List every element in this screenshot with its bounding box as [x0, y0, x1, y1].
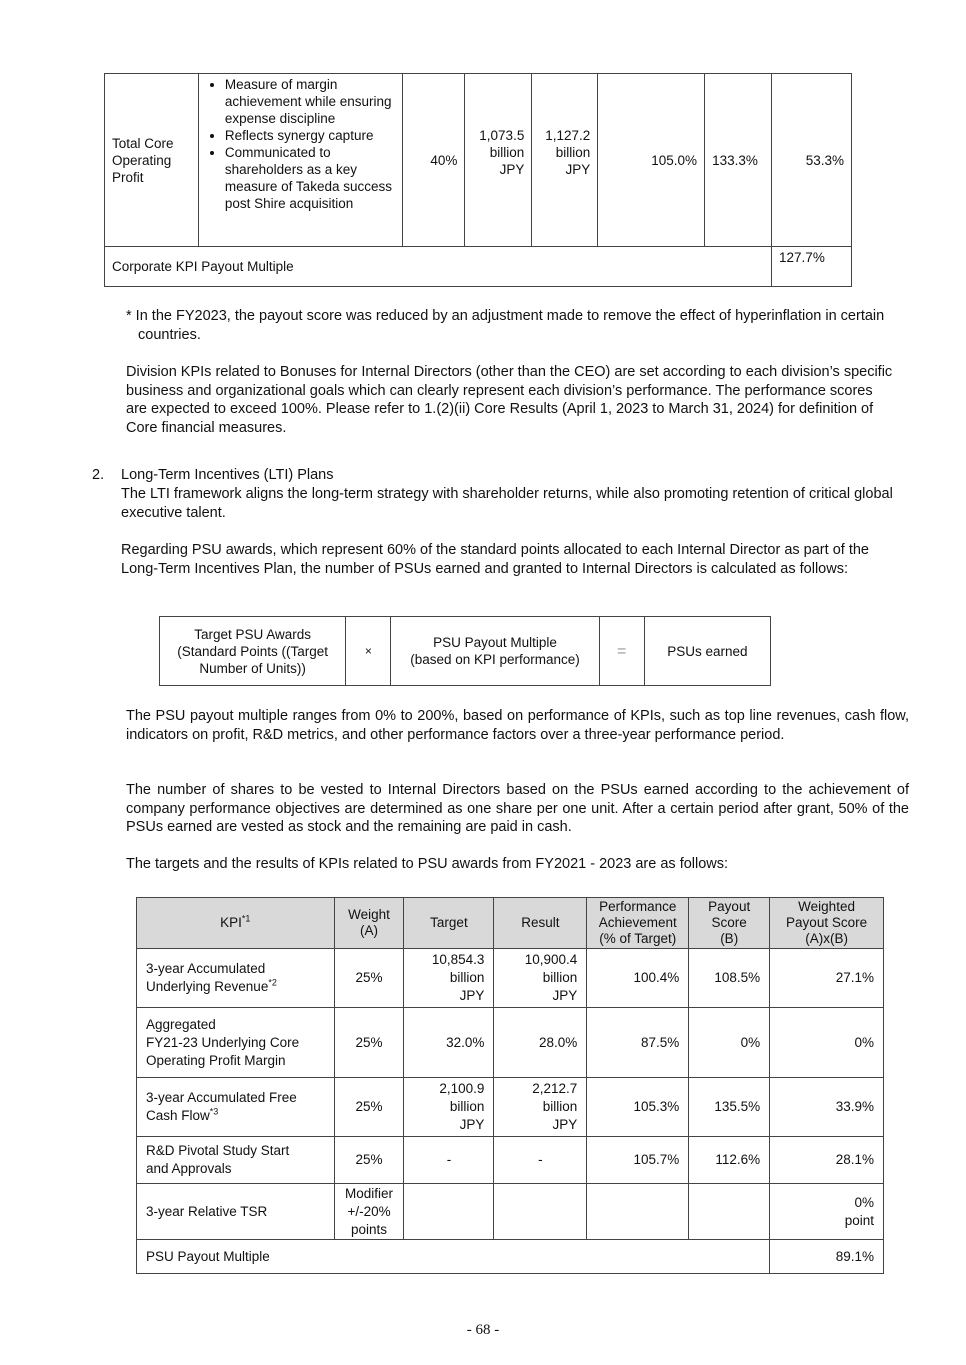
kpi-text: Operating Profit Margin	[146, 1052, 286, 1068]
vesting-paragraph: The number of shares to be vested to Internal Directors based on the PSUs earned according to the achievement of company performance objectives are determined as one share per one unit. After a certain period after grant, 50% of the PSUs earned are vested as stock and the remaining are paid in cash.	[126, 782, 909, 835]
result-unit: billion	[555, 145, 591, 160]
weight-cell: 25%	[334, 1137, 404, 1184]
payout-score-cell: 0%	[689, 1008, 770, 1078]
result-cell	[494, 1078, 587, 1137]
header-payout-score	[689, 898, 770, 949]
formula-text: (Standard Points ((Target	[177, 643, 329, 659]
kpi-text	[146, 1107, 325, 1125]
formula-text: (based on KPI performance)	[410, 652, 580, 667]
target-currency: JPY	[459, 988, 485, 1003]
header-target: Target	[404, 898, 494, 949]
lti-intro-paragraph: The LTI framework aligns the long-term strategy with shareholder returns, while also promoting retention of critical global executive talent.	[121, 486, 893, 521]
table-row	[137, 1184, 884, 1240]
payout-score-cell: 133.3%	[705, 74, 772, 247]
target-cell: 32.0%	[404, 1008, 494, 1078]
header-text: (% of Target)	[599, 931, 677, 946]
payout-range-paragraph: The PSU payout multiple ranges from 0% to 200%, based on performance of KPIs, such as top line revenues, cash flow, indicators on profit, R&D metrics, and other performance factors over a three-year performance period.	[126, 708, 909, 743]
table-row	[137, 1137, 884, 1184]
kpi-text: Underlying Revenue	[146, 979, 269, 994]
result-value: 2,212.7	[532, 1081, 578, 1096]
formula-text: Number of Units))	[199, 660, 306, 676]
kpi-text: 3-year Accumulated	[146, 961, 266, 976]
weight-cell: 25%	[334, 1078, 404, 1137]
weight-cell: 25%	[334, 949, 404, 1008]
result-currency: JPY	[552, 988, 578, 1003]
equals-operator: =	[599, 617, 644, 686]
total-value: 127.7%	[772, 247, 852, 287]
kpi-cell	[137, 949, 335, 1008]
weight-text: points	[351, 1221, 388, 1237]
weight-cell	[334, 1184, 404, 1240]
result-unit: billion	[542, 1099, 578, 1114]
rationale-list	[206, 76, 396, 212]
achievement-cell: 105.0%	[598, 74, 705, 247]
result-currency: JPY	[565, 162, 591, 177]
kpi-text: FY21-23 Underlying Core	[146, 1034, 300, 1050]
kpi-name: Total Core Operating Profit	[105, 74, 199, 247]
formula-result: PSUs earned	[644, 617, 770, 686]
header-text: Weight	[348, 907, 390, 922]
kpi-rationale	[198, 74, 403, 247]
result-cell	[494, 949, 587, 1008]
weighted-score-cell	[770, 1184, 884, 1240]
kpi-cell	[137, 1078, 335, 1137]
target-value: 10,854.3	[431, 952, 485, 967]
list-item: • Reflects synergy capture	[225, 127, 396, 144]
footnote: * In the FY2023, the payout score was reduced by an adjustment made to remove the effect of hyperinflation in certain countries.	[126, 308, 885, 343]
payout-score-cell	[689, 1184, 770, 1240]
payout-score-cell: 108.5%	[689, 949, 770, 1008]
weighted-score-cell: 33.9%	[770, 1078, 884, 1137]
psu-formula	[159, 616, 771, 686]
formula-term-payout-multiple	[391, 617, 599, 686]
weighted-score-cell: 27.1%	[770, 949, 884, 1008]
formula-term-target-psu	[160, 617, 346, 686]
division-kpis-paragraph: Division KPIs related to Bonuses for Internal Directors (other than the CEO) are set according to each division’s specific business and organizational goals which can clearly represent each division’s performance. The performance scores are expected to exceed 100%. Please refer to 1.(2)(ii) Core Results (April 1, 2023 to March 31, 2024) for definition of Core financial measures.	[126, 364, 893, 436]
psu-awards-paragraph: Regarding PSU awards, which represent 60% of the standard points allocated to each Internal Director as part of the Long-Term Incentives Plan, the number of PSUs earned and granted to Internal Directors is calculated as follows:	[121, 542, 869, 577]
weighted-text: 0%	[854, 1194, 874, 1210]
result-value: 10,900.4	[524, 952, 578, 967]
header-text: (B)	[720, 931, 739, 946]
weight-cell: 25%	[334, 1008, 404, 1078]
header-text: Weighted	[798, 899, 855, 914]
header-text: (A)	[360, 923, 379, 938]
target-unit: billion	[449, 1099, 485, 1114]
table-intro-paragraph: The targets and the results of KPIs related to PSU awards from FY2021 - 2023 are as follows:	[126, 856, 729, 872]
result-currency: JPY	[552, 1117, 578, 1132]
weighted-text: point	[844, 1212, 874, 1228]
kpi-cell: 3-year Relative TSR	[137, 1184, 335, 1240]
header-text: Achievement	[598, 915, 677, 930]
header-text: KPI	[220, 915, 242, 930]
footnote-ref: *1	[241, 913, 251, 924]
psu-kpi-table	[136, 897, 884, 1274]
header-result: Result	[494, 898, 587, 949]
kpi-text: R&D Pivotal Study Start	[146, 1143, 290, 1158]
result-unit: billion	[542, 970, 578, 985]
list-item: • Measure of margin achievement while ensuring expense discipline	[225, 76, 396, 127]
footnote-ref: *2	[268, 977, 277, 988]
header-weighted-score	[770, 898, 884, 949]
result-cell	[494, 1184, 587, 1240]
kpi-cell	[137, 1137, 335, 1184]
payout-score-cell: 135.5%	[689, 1078, 770, 1137]
header-achievement	[587, 898, 689, 949]
footnote-ref: *3	[209, 1106, 219, 1117]
total-label: Corporate KPI Payout Multiple	[105, 247, 772, 287]
header-text: (A)x(B)	[805, 931, 848, 946]
total-value: 89.1%	[770, 1240, 884, 1274]
weighted-score-cell: 28.1%	[770, 1137, 884, 1184]
kpi-text	[146, 978, 325, 996]
achievement-cell	[587, 1184, 689, 1240]
page-number: - 68 -	[466, 1322, 500, 1338]
table-row	[137, 1078, 884, 1137]
payout-score-cell: 112.6%	[689, 1137, 770, 1184]
header-text: Payout Score	[786, 915, 868, 930]
kpi-cell	[137, 1008, 335, 1078]
target-cell	[404, 1184, 494, 1240]
table-header-row	[137, 898, 884, 949]
formula-text: PSU Payout Multiple	[433, 635, 557, 650]
target-cell	[404, 1078, 494, 1137]
target-value: 2,100.9	[439, 1081, 485, 1096]
kpi-text: 3-year Accumulated Free	[146, 1090, 297, 1105]
achievement-cell: 100.4%	[587, 949, 689, 1008]
target-currency: JPY	[459, 1117, 485, 1132]
total-row	[137, 1240, 884, 1274]
target-unit: billion	[489, 145, 525, 160]
target-cell	[465, 74, 532, 247]
achievement-cell: 105.7%	[587, 1137, 689, 1184]
total-label: PSU Payout Multiple	[137, 1240, 770, 1274]
kpi-text: Cash Flow	[146, 1108, 210, 1123]
achievement-cell: 87.5%	[587, 1008, 689, 1078]
target-value: 1,073.5	[479, 128, 525, 143]
section-number: 2.	[92, 467, 105, 483]
result-value: 1,127.2	[545, 128, 591, 143]
weight-text: +/-20%	[347, 1203, 391, 1219]
multiply-operator: ×	[346, 617, 391, 686]
corporate-kpi-table	[104, 73, 852, 287]
result-cell: 28.0%	[494, 1008, 587, 1078]
section-title: Long-Term Incentives (LTI) Plans	[121, 467, 334, 483]
table-row	[105, 74, 852, 247]
table-row	[137, 1008, 884, 1078]
weighted-score-cell: 53.3%	[772, 74, 852, 247]
formula-text: Target PSU Awards	[194, 626, 312, 642]
result-cell	[532, 74, 598, 247]
target-currency: JPY	[499, 162, 525, 177]
kpi-text: and Approvals	[146, 1161, 232, 1176]
header-text: Score	[711, 915, 747, 930]
achievement-cell: 105.3%	[587, 1078, 689, 1137]
target-unit: billion	[449, 970, 485, 985]
header-weight	[334, 898, 404, 949]
header-kpi	[137, 898, 335, 949]
target-cell	[404, 949, 494, 1008]
result-cell: -	[494, 1137, 587, 1184]
total-row	[105, 247, 852, 287]
header-text: Payout	[708, 899, 751, 914]
weight-cell: 40%	[403, 74, 465, 247]
formula-row	[160, 617, 771, 686]
weighted-score-cell: 0%	[770, 1008, 884, 1078]
table-row	[137, 949, 884, 1008]
list-item: • Communicated to shareholders as a key measure of Takeda success post Shire acquisition	[225, 144, 396, 212]
header-text: Performance	[599, 899, 677, 914]
kpi-text: Aggregated	[146, 1016, 216, 1032]
target-cell: -	[404, 1137, 494, 1184]
weight-text: Modifier	[345, 1185, 394, 1201]
